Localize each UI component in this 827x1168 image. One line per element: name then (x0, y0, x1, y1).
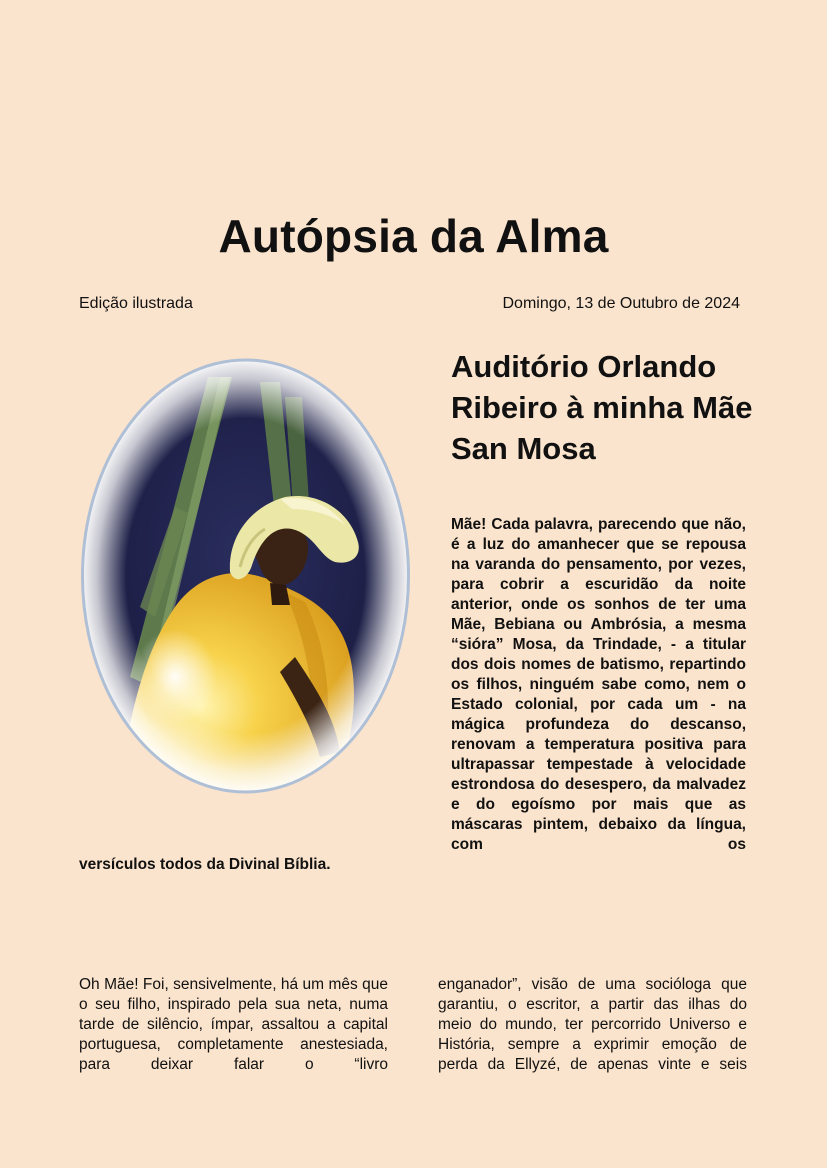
article-lead-tail: versículos todos da Divinal Bíblia. (79, 856, 331, 873)
article-column-left: Oh Mãe! Foi, sensivelmente, há um mês que o seu filho, inspirado pela sua neta, numa tarde de silêncio, ímpar, assaltou a capital portuguesa, completamente anestesiada, para deixar falar o “livro (79, 976, 388, 1073)
portrait-photo (80, 357, 411, 795)
edition-label: Edição ilustrada (79, 295, 193, 312)
issue-date: Domingo, 13 de Outubro de 2024 (502, 295, 740, 312)
article-headline: Auditório Orlando Ribeiro à minha Mãe San Mosa (451, 349, 753, 466)
masthead-title: Autópsia da Alma (218, 210, 609, 262)
article-column-right: enganador”, visão de uma socióloga que garantiu, o escritor, a partir das ilhas do meio do mundo, ter percorrido Universo e História, sempre a exprimir emoção de perda da Ellyzé, de apenas vinte e seis (438, 976, 747, 1073)
article-lead: Mãe! Cada palavra, parecendo que não, é a luz do amanhecer que se repousa na varanda do pensamento, por vezes, para cobrir a escuridão da noite anterior, onde os sonhos de ter uma Mãe, Bebiana ou Ambrósia, a mesma “sióra” Mosa, da Trindade, - a titular dos dois nomes de batismo, repartindo os filhos, ninguém sabe como, nem o Estado colonial, por cada um - na mágica profundeza do descanso, renovam a temperatura positiva para ultrapassar tempestade à velocidade estrondosa do desespero, da malvadez e do egoísmo por mais que as máscaras pintem, debaixo da língua, com os (451, 516, 746, 853)
